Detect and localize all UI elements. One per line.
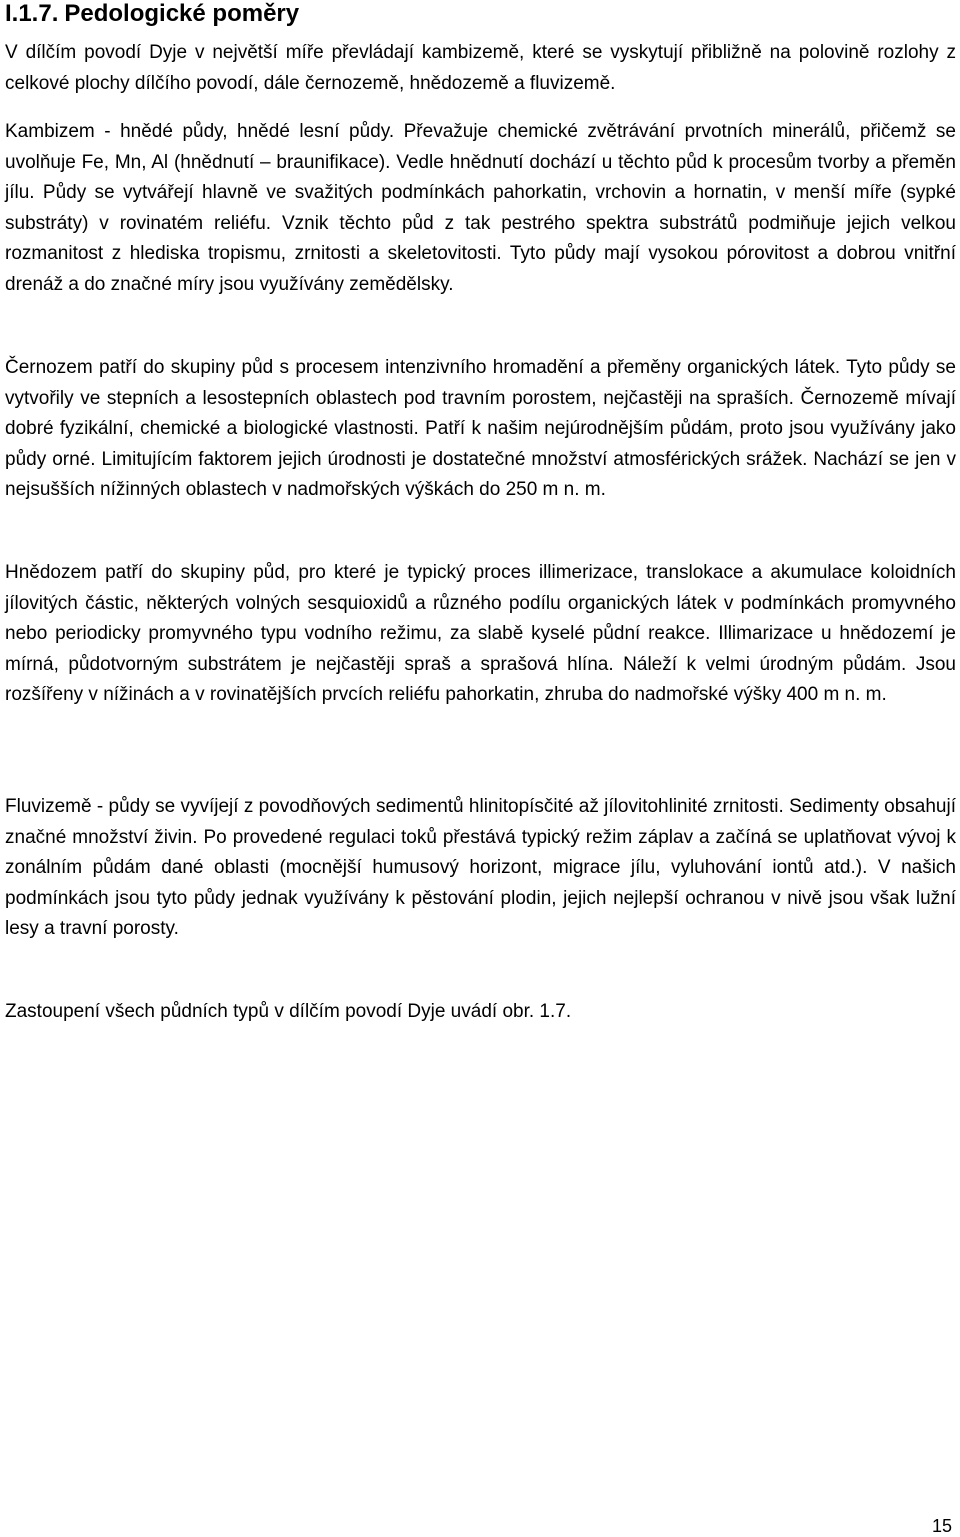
paragraph-kambizem: Kambizem - hnědé půdy, hnědé lesní půdy. Převažuje chemické zvětrávání prvotních minerálů, přičemž se uvolňuje Fe, Mn, Al (hnědnutí – braunifikace). Vedle hnědnutí dochází u těchto půd k procesům tvorby a přeměn jílu. Půdy se vytvářejí hlavně ve svažitých podmínkách pahorkatin, vrchovin a hornatin, v menší míře (sypké substráty) v rovinatém reliéfu. Vznik těchto půd z tak pestrého spektra substrátů podmiňuje jejich velkou rozmanitost z hlediska tropismu, zrnitosti a skeletovitosti. Tyto půdy mají vysokou pórovitost a dobrou vnitřní drenáž a do značné míry jsou využívány zemědělsky. xyxy=(5,121,956,295)
page-number: 15 xyxy=(931,1516,952,1536)
section-heading xyxy=(5,0,299,28)
paragraph-cernozem: Černozem patří do skupiny půd s procesem intenzivního hromadění a přeměny organických látek. Tyto půdy se vytvořily ve stepních a lesostepních oblastech pod travním porostem, nejčastěji na spraších. Černozemě mívají dobré fyzikální, chemické a biologické vlastnosti. Patří k našim nejúrodnějším půdám, proto jsou využívány jako půdy orné. Limitujícím faktorem jejich úrodnosti je dostatečné množství atmosférických srážek. Nachází se jen v nejsušších nížinných oblastech v nadmořských výškách do 250 m n. m. xyxy=(5,357,956,501)
section-title: Pedologické poměry xyxy=(64,0,300,27)
paragraph-figure-reference: Zastoupení všech půdních typů v dílčím povodí Dyje uvádí obr. 1.7. xyxy=(5,1001,572,1022)
paragraph-intro: V dílčím povodí Dyje v největší míře převládají kambizemě, které se vyskytují přibližně na polovině rozlohy z celkové plochy dílčího povodí, dále černozemě, hnědozemě a fluvizemě. xyxy=(5,42,956,94)
paragraph-fluvizeme: Fluvizemě - půdy se vyvíjejí z povodňových sedimentů hlinitopísčité až jílovitohlinité zrnitosti. Sedimenty obsahují značné množství živin. Po provedené regulaci toků přestává typický režim záplav a začíná se uplatňovat vývoj k zonálním půdám dané oblasti (mocnější humusový horizont, migrace jílu, vyluhování iontů atd.). V našich podmínkách jsou tyto půdy jednak využívány k pěstování plodin, jejich nejlepší ochranou v nivě jsou však lužní lesy a travní porosty. xyxy=(5,796,956,940)
paragraph-hnedozem: Hnědozem patří do skupiny půd, pro které je typický proces illimerizace, translokace a akumulace koloidních jílovitých částic, některých volných sesquioxidů a různého podílu organických látek v podmínkách promyvného nebo periodicky promyvného typu vodního režimu, za slabě kyselé půdní reakce. Illimarizace u hnědozemí je mírná, půdotvorným substrátem je nejčastěji spraš a sprašová hlína. Náleží k velmi úrodným půdám. Jsou rozšířeny v nížinách a v rovinatějších prvcích reliéfu pahorkatin, zhruba do nadmořské výšky 400 m n. m. xyxy=(5,562,956,706)
section-number: I.1.7. xyxy=(5,0,59,27)
